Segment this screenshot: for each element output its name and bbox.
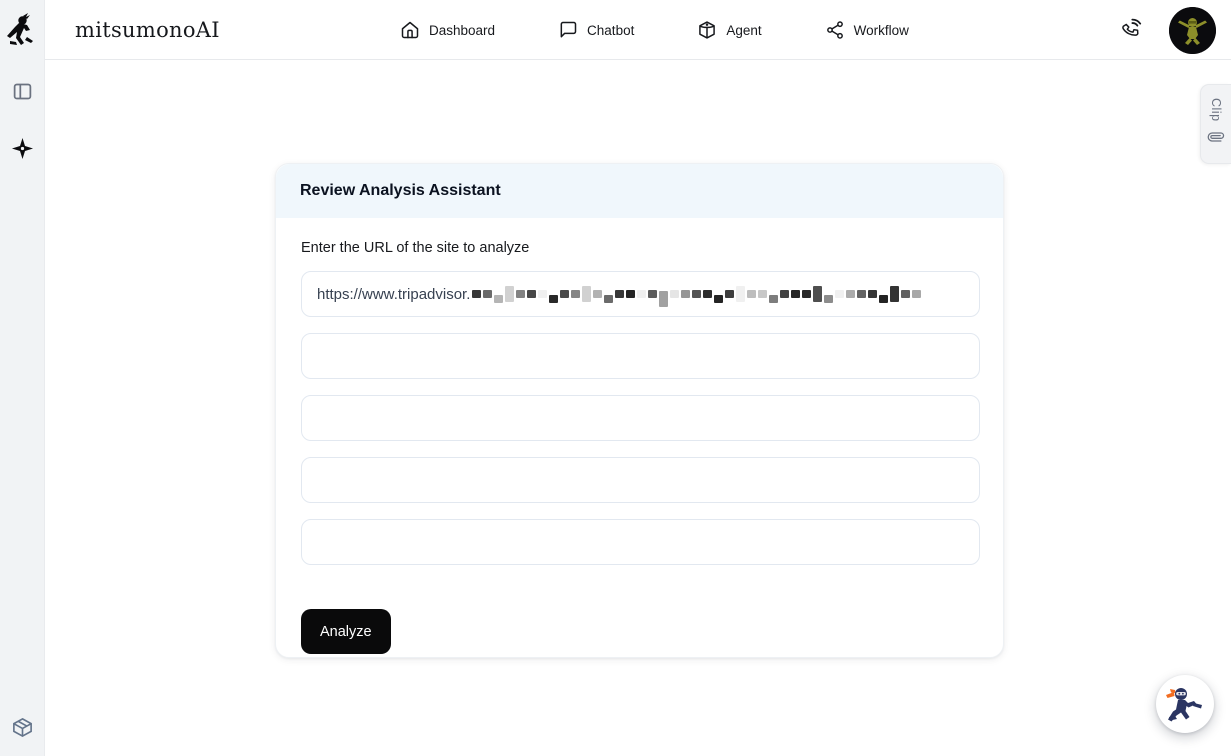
nav-item-agent[interactable] bbox=[697, 20, 761, 40]
nav-item-chatbot[interactable] bbox=[558, 20, 634, 40]
nav-label: Workflow bbox=[853, 22, 909, 38]
chat-bubble-icon bbox=[558, 20, 578, 40]
header-actions bbox=[1119, 0, 1216, 60]
empty-input-3[interactable] bbox=[301, 457, 980, 503]
review-analysis-card bbox=[275, 163, 1004, 658]
url-field-label: Enter the URL of the site to analyze bbox=[301, 240, 530, 256]
nav-label: Chatbot bbox=[587, 22, 635, 38]
card-header bbox=[276, 164, 1003, 218]
analyze-button[interactable]: Analyze bbox=[301, 609, 391, 654]
main-nav bbox=[400, 0, 909, 60]
nav-label: Agent bbox=[726, 22, 762, 38]
empty-input-1[interactable] bbox=[301, 333, 980, 379]
url-input[interactable] bbox=[301, 271, 980, 317]
package-box-icon[interactable] bbox=[7, 712, 37, 742]
home-icon bbox=[400, 20, 420, 40]
card-body bbox=[276, 218, 1003, 654]
clip-tab-label: Clip bbox=[1209, 98, 1223, 122]
empty-fields-group bbox=[301, 333, 978, 565]
brand-logo-text[interactable]: mitsumonoAI bbox=[75, 17, 220, 42]
nav-label: Dashboard bbox=[429, 22, 496, 38]
phone-call-icon[interactable] bbox=[1119, 17, 1145, 43]
clip-tab[interactable] bbox=[1200, 84, 1231, 164]
ninja-avatar[interactable] bbox=[1169, 7, 1216, 54]
share-network-icon bbox=[825, 20, 845, 40]
empty-input-2[interactable] bbox=[301, 395, 980, 441]
panel-toggle-icon[interactable] bbox=[7, 76, 37, 106]
redacted-url-pixelation bbox=[472, 272, 923, 316]
cube-icon bbox=[697, 20, 717, 40]
ninja-chat-fab[interactable] bbox=[1156, 675, 1214, 733]
empty-input-4[interactable] bbox=[301, 519, 980, 565]
sparkle-star-icon[interactable] bbox=[7, 133, 37, 163]
nav-item-dashboard[interactable] bbox=[400, 20, 495, 40]
ninja-logo-icon[interactable] bbox=[6, 12, 38, 48]
nav-item-workflow[interactable] bbox=[825, 20, 909, 40]
paperclip-icon bbox=[1208, 129, 1224, 150]
left-rail bbox=[0, 0, 45, 756]
url-input-value: https://www.tripadvisor. bbox=[317, 285, 471, 303]
top-header bbox=[45, 0, 1231, 60]
card-title: Review Analysis Assistant bbox=[300, 182, 501, 199]
